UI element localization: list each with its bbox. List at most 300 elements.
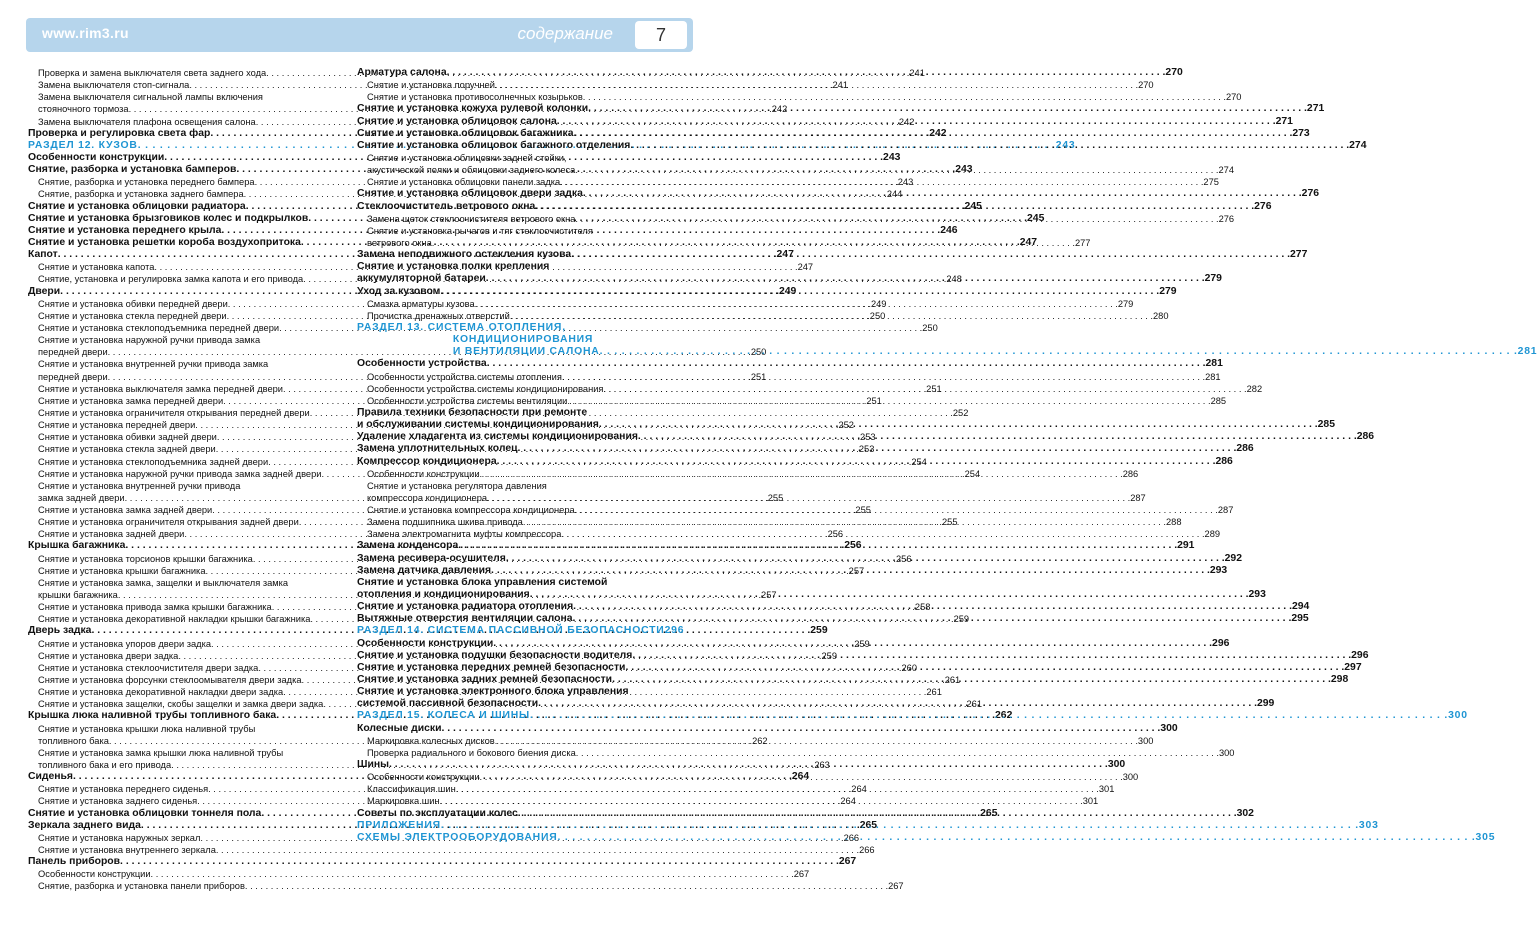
toc-page-number: 252	[838, 420, 854, 431]
toc-entry-title: Снятие и установка передней двери	[38, 420, 196, 431]
toc-entry-title: Маркировка колесных дисков	[367, 735, 495, 746]
toc-page-number: 267	[838, 856, 857, 868]
toc-page-number: 300	[1122, 772, 1139, 783]
toc-entry-title: Колесные диски	[357, 722, 442, 734]
toc-entry-title: Снятие, разборка и установка панели приборов	[38, 881, 245, 892]
dot-leader	[441, 723, 1160, 735]
toc-page-number: 242	[929, 127, 947, 139]
toc-entry-title: ПРИЛОЖЕНИЯ	[357, 819, 441, 831]
toc-subentry[interactable]	[357, 152, 677, 164]
toc-entry-title: Проверка и регулировка света фар	[28, 127, 211, 139]
dot-leader	[567, 395, 1210, 407]
toc-entry-title: Снятие и установка переднего сиденья	[38, 784, 209, 795]
toc-entry-title: Снятие и установка выключателя замка передней двери	[38, 383, 283, 394]
toc-page-number: 265	[980, 807, 998, 819]
toc-page-number: 266	[843, 832, 860, 843]
toc-entry-title: Снятие и установка облицовки панели задка	[367, 177, 561, 188]
toc-page-number: 254	[911, 456, 927, 467]
toc-entry-title: Снятие и установка стеклоподъемника передней двери	[38, 322, 280, 333]
toc-page-number: 270	[1165, 67, 1183, 78]
toc-entry-title: Особенности конструкции	[367, 468, 480, 479]
dot-leader	[632, 650, 1351, 662]
toc-entry-title: Снятие и установка стекла задней двери	[38, 444, 216, 455]
toc-entry-title: РАЗДЕЛ 13. СИСТЕМА ОТОПЛЕНИЯ,	[357, 321, 566, 333]
toc-entry-title: Снятие и установка кожуха рулевой колонки	[357, 103, 589, 115]
toc-entry-title: РАЗДЕЛ 12. КУЗОВ	[28, 139, 138, 151]
toc-page-number: 248	[946, 274, 962, 285]
toc-entry-title: компрессора кондиционера	[367, 492, 488, 503]
toc-entry-title: Снятие, разборка и установка заднего бампера	[38, 189, 244, 200]
toc-page-number: 247	[797, 262, 814, 273]
toc-page-number: 265	[859, 819, 878, 831]
toc-entry-title: замка задней двери	[38, 492, 125, 503]
toc-entry-title: СХЕМЫ ЭЛЕКТРООБОРУДОВАНИЯ	[357, 831, 558, 843]
toc-page-number: 293	[1248, 589, 1266, 601]
toc-page-number: 286	[1236, 443, 1254, 455]
toc-entry[interactable]	[357, 261, 677, 273]
dot-leader	[612, 674, 1331, 686]
dot-leader	[440, 286, 1159, 298]
toc-subentry[interactable]	[357, 747, 1235, 759]
dot-leader	[441, 820, 1359, 832]
toc-entry-title: Снятие и установка замка задней двери	[38, 505, 213, 516]
toc-entry-title: Советы по эксплуатации колес	[357, 807, 518, 819]
toc-page-number: 299	[1256, 698, 1275, 710]
toc-page-number: 262	[752, 735, 768, 746]
toc-page-number: 242	[771, 104, 788, 115]
toc-page-number: 243	[897, 177, 914, 188]
toc-page-number: 243	[1055, 139, 1076, 151]
dot-leader	[575, 164, 1218, 176]
toc-page-number: 279	[1117, 298, 1134, 309]
toc-entry-title: Снятие и установка подушки безопасности водителя	[357, 649, 633, 661]
dot-leader	[573, 601, 1292, 613]
toc-page-number: 281	[1205, 358, 1223, 370]
toc-entry-title: системой пассивной безопасности	[357, 698, 539, 710]
toc-page-number: 249	[870, 298, 887, 309]
toc-entry-title: РАЗДЕЛ 15. КОЛЕСА И ШИНЫ	[357, 710, 531, 722]
dot-leader	[561, 528, 1204, 540]
toc-page-number: 267	[793, 869, 810, 880]
toc-entry-title: Снятие и установка декоративной накладки крышки багажника	[38, 614, 311, 625]
toc-subentry[interactable]	[28, 880, 904, 892]
dot-leader	[497, 456, 1216, 468]
toc-entry-title: Замена датчика давления	[357, 564, 492, 576]
toc-entry-title: Крышка багажника	[28, 540, 126, 552]
toc-page-number: 273	[1292, 127, 1310, 139]
dot-leader	[487, 492, 1130, 504]
toc-entry-title: Особенности конструкции	[357, 637, 494, 649]
toc-entry-title: Замена щеток стеклоочистителя ветрового окна	[367, 213, 576, 224]
toc-page-number: 263	[814, 760, 830, 771]
toc-subentry[interactable]	[28, 334, 348, 346]
dot-leader	[480, 468, 1123, 480]
toc-entry-title: Снятие и установка поручней	[367, 80, 495, 91]
dot-leader	[245, 880, 888, 892]
toc-page-number: 247	[776, 249, 794, 261]
dot-leader	[560, 176, 1203, 188]
toc-entry-title: Снятие и установка компрессора кондиционера	[367, 505, 575, 516]
dot-leader	[575, 213, 1218, 225]
toc-entry-title: Панель приборов	[28, 856, 121, 868]
toc-page-number: 260	[901, 662, 918, 673]
toc-page-number: 285	[1317, 419, 1335, 431]
dot-leader	[495, 735, 1138, 747]
toc-entry[interactable]	[357, 577, 677, 589]
toc-entry-title: топливного бака	[38, 735, 109, 746]
toc-page-number: 256	[844, 540, 862, 552]
site-url[interactable]: www.rim3.ru	[42, 25, 129, 41]
toc-entry-title: аккумуляторной батареи	[357, 273, 486, 285]
dot-leader	[638, 431, 1357, 443]
toc-subentry[interactable]	[28, 91, 348, 103]
toc-page-number: 279	[1204, 273, 1222, 285]
toc-page-number: 253	[858, 444, 875, 455]
toc-page-number: 257	[848, 565, 865, 576]
toc-page-number: 279	[1159, 285, 1177, 297]
dot-leader	[120, 856, 839, 868]
toc-chapter-heading[interactable]	[357, 625, 685, 637]
toc-page-number: 297	[1344, 661, 1362, 673]
toc-entry[interactable]	[357, 686, 677, 698]
toc-page-number: 285	[1210, 395, 1227, 406]
toc-entry-title: Снятие и установка защелки, скобы защелки и замка двери задка	[38, 699, 324, 710]
toc-page-number: 250	[922, 322, 938, 333]
toc-entry-title: Шины	[357, 759, 389, 771]
toc-page-number: 300	[1160, 722, 1178, 734]
toc-subentry[interactable]	[357, 91, 1242, 103]
section-title: содержание	[517, 24, 613, 43]
toc-entry-title: Снятие и установка задней двери	[38, 529, 185, 540]
toc-entry-title: Снятие и установка упоров двери задка	[38, 638, 212, 649]
toc-entry-title: Снятие и установка замка крышки люка наливной трубы	[38, 747, 284, 758]
toc-entry-title: Снятие и установка полки крепления	[357, 261, 550, 273]
toc-entry[interactable]	[28, 856, 857, 868]
toc-page-number: 261	[966, 699, 983, 710]
toc-entry[interactable]	[357, 358, 1223, 370]
toc-page-number: 253	[860, 432, 876, 443]
toc-entry-title: Снятие и установка замка, защелки и выключателя замка	[38, 577, 289, 588]
toc-entry-title: Прочистка дренажных отверстий	[367, 310, 510, 321]
toc-page-number: 294	[1291, 601, 1310, 613]
toc-page-number: 246	[940, 224, 958, 236]
toc-page-number: 252	[952, 407, 969, 418]
dot-leader	[588, 103, 1307, 115]
toc-page-number: 250	[750, 347, 767, 358]
toc-entry-title: Замена электромагнита муфты компрессора	[367, 529, 562, 540]
toc-page-number: 254	[964, 468, 981, 479]
toc-page-number: 287	[1130, 492, 1146, 503]
toc-entry-title: Особенности устройства	[357, 358, 487, 370]
dot-leader	[530, 710, 1448, 722]
toc-page-number: 271	[1275, 115, 1293, 127]
toc-entry-title: акустической полки и облицовки заднего колеса	[367, 165, 576, 176]
toc-entry-title: Снятие и установка внутренней ручки привода замка	[38, 359, 269, 370]
toc-page-number: 249	[779, 285, 797, 297]
toc-entry-title: Снятие и установка форсунки стеклоомывателя двери задка	[38, 675, 302, 686]
toc-page-number: 255	[855, 505, 871, 516]
toc-entry-title: Снятие и установка решетки короба воздухопритока	[28, 236, 301, 248]
toc-entry-title: Особенности устройства системы кондиционирования	[367, 383, 604, 394]
toc-entry-title: Снятие и установка облицовки задней стойки,	[367, 152, 567, 163]
toc-subentry[interactable]	[28, 747, 348, 759]
toc-subentry[interactable]	[28, 480, 348, 492]
toc-page-number: 296	[1212, 637, 1230, 649]
toc-entry-title: Двери	[28, 285, 61, 297]
toc-entry-title: Замена ресивера-осушителя	[357, 552, 506, 564]
toc-entry-title: ветрового окна	[367, 237, 432, 248]
toc-entry-title: Снятие и установка ограничителя открывания задней двери	[38, 517, 299, 528]
toc-entry-title: Снятие и установка противосолнечных козырьков	[367, 92, 583, 103]
toc-page-number: 250	[869, 310, 886, 321]
toc-entry-title: Снятие и установка наружной ручки привода замка задней двери	[38, 468, 322, 479]
toc-page-number: 276	[1301, 188, 1320, 200]
toc-page-number: 259	[821, 650, 838, 661]
toc-entry-title: Снятие и установка электронного блока управления	[357, 686, 629, 698]
toc-page-number: 296	[1351, 649, 1369, 661]
toc-entry-title: Снятие и установка стеклоподъемника задней двери	[38, 456, 269, 467]
toc-entry-title: Снятие и установка декоративной накладки двери задка	[38, 687, 284, 698]
dot-leader	[491, 565, 1210, 577]
toc-page-number: 241	[832, 80, 849, 91]
toc-chapter-heading[interactable]	[357, 322, 677, 334]
toc-page-number: 261	[944, 675, 961, 686]
toc-entry-title: Снятие и установка стекла передней двери	[38, 310, 227, 321]
toc-subentry[interactable]	[28, 723, 348, 735]
toc-page-number: 259	[854, 638, 870, 649]
toc-page-number: 302	[1236, 807, 1254, 819]
toc-page-number: 255	[941, 517, 958, 528]
toc-page-number: 256	[896, 553, 912, 564]
dot-leader	[603, 383, 1246, 395]
dot-leader	[574, 128, 1293, 140]
dot-leader	[440, 795, 1083, 807]
toc-entry-title: Снятие и установка крышки люка наливной трубы	[38, 723, 256, 734]
toc-entry-title: Замена конденсора	[357, 540, 459, 552]
toc-page-number: 301	[1082, 796, 1099, 807]
toc-entry-title: Снятие и установка стеклоочистителя двери задка	[38, 662, 259, 673]
toc-page-number: 243	[883, 151, 901, 163]
toc-page-number: 301	[1098, 784, 1115, 795]
toc-entry-title: Сиденья	[28, 771, 73, 783]
toc-page-number: 305	[1475, 831, 1496, 843]
toc-entry-title: Зеркала заднего вида	[28, 819, 141, 831]
toc-entry-title: Вытяжные отверстия вентиляции салона	[357, 613, 573, 625]
toc-page-number: 286	[1356, 431, 1375, 443]
toc-entry-title: Компрессор кондиционера	[357, 455, 497, 467]
page-header	[26, 18, 693, 52]
dot-leader	[475, 298, 1118, 310]
toc-page-number: 259	[810, 625, 828, 637]
toc-entry-title: Маркировка шин	[367, 796, 440, 807]
toc-page-number: 244	[886, 189, 903, 200]
toc-page-number: 245	[964, 200, 982, 212]
toc-page-number: 247	[1019, 236, 1038, 248]
toc-page-number: 267	[888, 881, 904, 892]
toc-entry-title: Смазка арматуры кузова	[367, 298, 475, 309]
toc-entry-title: Капот	[28, 249, 58, 261]
dot-leader	[456, 783, 1099, 795]
toc-entry-title: Уход за кузовом	[357, 285, 441, 297]
toc-page-number: 251	[866, 395, 882, 406]
toc-entry-title: Дверь задка	[28, 625, 92, 637]
dot-leader	[599, 419, 1318, 431]
dot-leader	[151, 868, 794, 880]
toc-page-number: 286	[1122, 468, 1139, 479]
toc-page-number: 293	[1209, 564, 1228, 576]
toc-chapter-heading[interactable]	[357, 334, 677, 346]
toc-page-number: 287	[1217, 505, 1234, 516]
toc-entry-title: Снятие и установка переднего крыла	[28, 224, 222, 236]
dot-leader	[575, 504, 1218, 516]
toc-page-number: 245	[1027, 212, 1045, 224]
dot-leader	[573, 613, 1292, 625]
toc-entry-title: Снятие и установка облицовок багажника	[357, 127, 574, 139]
toc-subentry[interactable]	[28, 358, 348, 370]
toc-entry-title: Особенности конструкции	[38, 869, 151, 880]
toc-entry-title: Снятие и установка капота	[38, 262, 155, 273]
toc-entry-title: Снятие и установка внутреннего зеркала	[38, 845, 216, 855]
toc-entry-title: Снятие и установка брызговиков колес и подкрылков	[28, 212, 309, 224]
dot-leader	[493, 638, 1212, 650]
dot-leader	[576, 747, 1219, 759]
toc-page-number: 274	[1349, 139, 1367, 151]
toc-page-number: 300	[1137, 735, 1154, 746]
dot-leader	[571, 249, 1290, 261]
toc-page-number: 292	[1224, 552, 1242, 564]
toc-entry-title: КОНДИЦИОНИРОВАНИЯ	[357, 334, 594, 346]
toc-entry-title: Замена выключателя плафона освещения салона	[38, 116, 256, 127]
dot-leader	[600, 346, 1518, 358]
toc-entry-title: стояночного тормоза	[38, 104, 129, 115]
toc-entry-title: Особенности конструкции	[367, 772, 480, 783]
toc-page-number: 276	[1218, 213, 1235, 224]
toc-entry-title: Снятие и установка облицовки тоннеля пола	[28, 807, 262, 819]
dot-leader	[506, 553, 1225, 565]
toc-page-number: 303	[1358, 819, 1379, 831]
toc-subentry[interactable]	[28, 868, 810, 880]
toc-entry-title: и обслуживании системы кондиционирования	[357, 419, 599, 431]
toc-entry-title: Проверка радиального и бокового биения диска	[367, 747, 576, 758]
dot-leader	[447, 67, 1166, 79]
toc-page-number: 291	[1177, 540, 1195, 552]
dot-leader	[562, 371, 1205, 383]
toc-page-number: 251	[926, 383, 942, 394]
toc-subentry[interactable]	[28, 577, 348, 589]
toc-page-number: 261	[926, 687, 942, 698]
toc-entry-title: Снятие и установка облицовки радиатора	[28, 200, 246, 212]
toc-entry-title: Особенности конструкции	[28, 151, 165, 163]
toc-page-number: 300	[1218, 747, 1235, 758]
toc-page-number: 300	[1107, 759, 1126, 771]
toc-entry-title: Снятие и установка заднего сиденья	[38, 796, 198, 807]
toc-subentry[interactable]	[357, 225, 677, 237]
toc-page-number: 251	[750, 371, 767, 382]
toc-page-number: 264	[840, 796, 856, 807]
toc-entry[interactable]	[357, 722, 1178, 735]
dot-leader	[510, 310, 1153, 322]
toc-subentry[interactable]	[357, 480, 677, 492]
toc-entry-title: Замена уплотнительных колец	[357, 443, 518, 455]
dot-leader	[458, 540, 1177, 552]
toc-entry-title: Замена неподвижного остекления кузова	[357, 249, 572, 261]
toc-page-number: 274	[1218, 165, 1235, 176]
toc-entry-title: Снятие и установка облицовок салона	[357, 115, 557, 127]
toc-page-number: 286	[1215, 455, 1233, 467]
toc-entry-title: Снятие и установка ограничителя открывания передней двери	[38, 407, 310, 418]
toc-page-number: 288	[1165, 517, 1182, 528]
toc-entry-title: Снятие и установка регулятора давления	[367, 480, 547, 491]
toc-entry-title: Снятие и установка облицовок багажного отделения	[357, 139, 631, 151]
toc-page-number: 255	[767, 492, 784, 503]
dot-leader	[583, 188, 1302, 200]
toc-page-number: 270	[1225, 92, 1242, 103]
dot-leader	[518, 808, 1237, 820]
toc-entry-title: Снятие и установка обивки задней двери	[38, 432, 217, 443]
toc-page-number: 275	[1203, 177, 1219, 188]
toc-entry-title: Снятие и установка замка передней двери	[38, 395, 224, 406]
page-number: 7	[635, 21, 687, 49]
toc-page-number: 243	[955, 164, 973, 176]
toc-page-number: 282	[1246, 383, 1263, 394]
toc-page-number: 271	[1306, 103, 1325, 115]
toc-page-number: 296	[664, 625, 685, 637]
toc-entry-title: Снятие и установка передних ремней безопасности	[357, 661, 626, 673]
dot-leader	[487, 358, 1206, 370]
dot-leader	[625, 662, 1344, 674]
toc-entry[interactable]	[357, 407, 677, 419]
toc-entry-title: Правила техники безопасности при ремонте	[357, 406, 588, 418]
dot-leader	[535, 201, 1254, 213]
toc-entry-title: Снятие и установка рычагов и тяг стеклоочистителя	[367, 225, 593, 236]
toc-page-number: 241	[909, 68, 925, 78]
toc-page-number: 264	[791, 771, 810, 783]
toc-entry-title: Снятие, разборка и установка переднего бампера	[38, 177, 255, 188]
toc-page-number: 298	[1330, 674, 1349, 686]
toc-page-number: 262	[995, 710, 1013, 722]
toc-page-number: 289	[1204, 529, 1221, 540]
dot-leader	[558, 832, 1476, 844]
dot-leader	[389, 759, 1108, 771]
toc-entry-title: крышки багажника	[38, 590, 118, 601]
dot-leader	[530, 589, 1249, 601]
toc-page-number: 295	[1291, 613, 1309, 625]
toc-entry-title: Снятие и установка задних ремней безопасности	[357, 674, 613, 686]
dot-leader	[495, 79, 1138, 91]
toc-entry-title: И ВЕНТИЛЯЦИИ САЛОНА	[357, 346, 600, 358]
toc-page-number: 257	[761, 590, 777, 601]
toc-entry-title: Снятие и установка облицовок двери задка	[357, 188, 583, 200]
toc-page-number: 277	[1074, 237, 1091, 248]
toc-entry-title: Особенности устройства системы вентиляции	[367, 395, 568, 406]
toc-entry-title: Снятие и установка наружных зеркал	[38, 832, 201, 843]
toc-page-number: 256	[827, 529, 844, 540]
toc-subentry[interactable]	[28, 844, 875, 856]
toc-entry-title: передней двери	[38, 371, 108, 382]
toc-entry-title: Снятие и установка двери задка	[38, 650, 179, 661]
toc-entry-title: передней двери	[38, 347, 108, 358]
dot-leader	[216, 844, 859, 856]
toc-entry-title: Крышка люка наливной трубы топливного бака	[28, 710, 277, 722]
toc-entry-title: Снятие и установка внутренней ручки привода	[38, 480, 241, 491]
toc-entry-title: Снятие и установка торсионов крышки багажника	[38, 553, 253, 564]
toc-page-number: 266	[859, 845, 875, 855]
toc-entry-title: Особенности устройства системы отопления	[367, 371, 562, 382]
toc-entry-title: Замена подшипника шкива привода	[367, 517, 523, 528]
toc-page-number: 242	[898, 116, 915, 127]
toc-entry-title: Снятие и установка блока управления системой	[357, 576, 608, 588]
toc-entry-title: Замена выключателя стоп-сигнала	[38, 80, 190, 91]
